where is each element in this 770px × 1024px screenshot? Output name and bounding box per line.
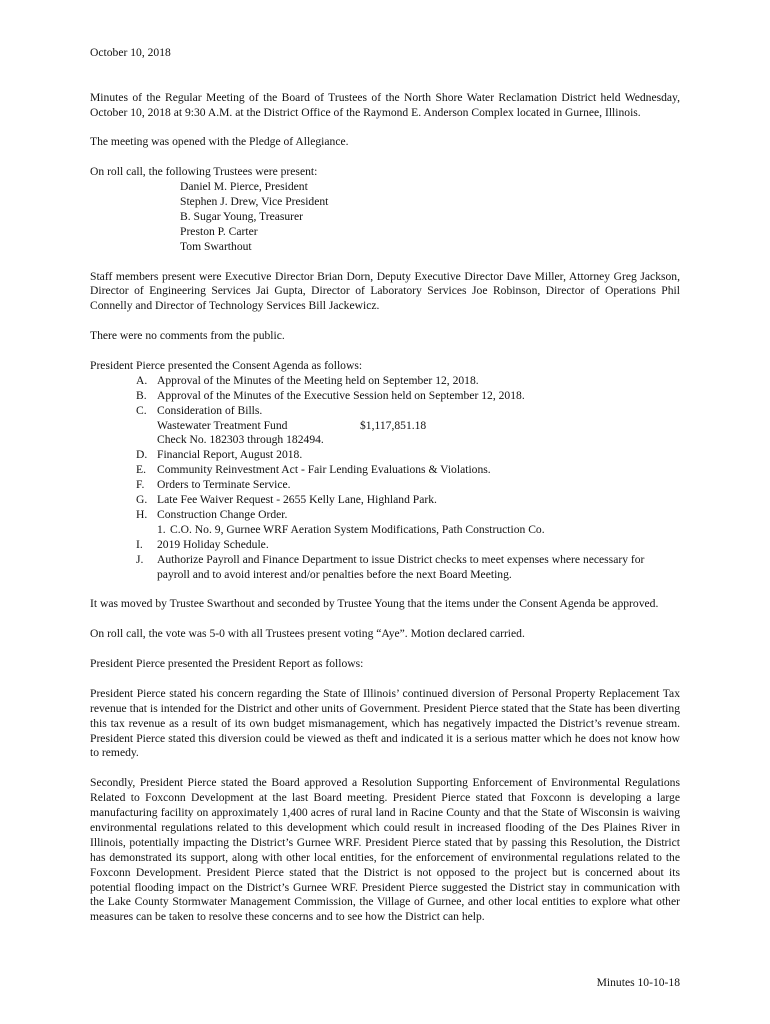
public-comments-paragraph: There were no comments from the public. [90,329,285,343]
agenda-letter: G. [136,493,148,507]
agenda-letter: B. [136,388,147,402]
agenda-letter: A. [136,373,148,387]
trustee-name: B. Sugar Young, Treasurer [180,209,304,223]
report-paragraph: President Pierce stated his concern regarding the State of Illinois’ continued diversion of Personal Property Replacement Tax revenue that is intended for the District and other units of Government. President Pierce stated that the State has been diverting this tax revenue as a result of its own budget mismanagement, which has negatively impacted the District’s revenue stream. President Pierce stated this diversion could be viewed as theft and indicated it is a serious matter which he does not know how to remedy. [90,686,680,760]
trustee-name: Tom Swarthout [180,239,252,253]
agenda-item [90,404,680,449]
agenda-letter: D. [136,448,148,462]
document-body [90,46,680,925]
staff-paragraph: Staff members present were Executive Director Brian Dorn, Deputy Executive Director Dave Miller, Attorney Greg Jackson, Director of Engineering Services Jai Gupta, Director of Laboratory Services Joe Robinson, Director of Operations Phil Connelly and Director of Technology Services Bill Jackewicz. [90,269,680,313]
vote-paragraph: On roll call, the vote was 5-0 with all Trustees present voting “Aye”. Motion declared carried. [90,627,525,641]
consent-agenda-intro: President Pierce presented the Consent Agenda as follows: [90,358,363,372]
agenda-letter: C. [136,403,147,417]
agenda-letter: F. [136,478,145,492]
subitem-text: C.O. No. 9, Gurnee WRF Aeration System Modifications, Path Construction Co. [170,522,545,536]
trustee-name: Stephen J. Drew, Vice President [180,195,329,209]
agenda-text: Consideration of Bills. [157,403,263,417]
agenda-text: Financial Report, August 2018. [157,448,303,462]
intro-paragraph: Minutes of the Regular Meeting of the Board of Trustees of the North Shore Water Reclamation District held Wednesday, October 10, 2018 at 9:30 A.M. at the District Office of the Raymond E. Anderson Complex located in Gurnee, Illinois. [90,90,680,119]
report-paragraph: Secondly, President Pierce stated the Board approved a Resolution Supporting Enforcement of Environmental Regulations Related to Foxconn Development at the last Board meeting. President Pierce stated that Foxconn is developing a large manufacturing facility on approximately 1,400 acres of rural land in Racine County and that the State of Wisconsin is waiving environmental regulations related to this development which could result in increased flooding of the Des Plaines River in Illinois, potentially impacting the District’s Gurnee WRF. President Pierce stated that by passing this Resolution, the District has demonstrated its support, along with other local entities, for the enforcement of environmental regulations related to the Foxconn Development. President Pierce stated that the District is not opposed to the project but is concerned about its potential flooding impact on the District’s Gurnee WRF. President Pierce suggested the District stay in communication with the Lake County Stormwater Management Commission, the Village of Gurnee, and other local entities to explore what other measures can be taken to resolve these concerns and to see how the District can help. [90,776,680,924]
agenda-item [90,538,680,553]
agenda-text: Late Fee Waiver Request - 2655 Kelly Lane, Highland Park. [157,493,437,507]
president-report-intro: President Pierce presented the President Report as follows: [90,657,364,671]
subitem-number: 1. [157,522,166,536]
motion-paragraph: It was moved by Trustee Swarthout and seconded by Trustee Young that the items under the Consent Agenda be approved. [90,597,659,611]
agenda-letter: H. [136,508,148,521]
agenda-text: Approval of the Minutes of the Meeting held on September 12, 2018. [157,373,479,387]
agenda-letter: J. [136,552,144,566]
agenda-letter: I. [136,537,143,551]
consent-agenda-section [90,359,680,583]
agenda-item [90,553,680,583]
fund-name: Wastewater Treatment Fund [157,418,288,432]
meeting-date: October 10, 2018 [90,46,171,59]
agenda-text: Construction Change Order. [157,508,288,521]
trustee-name: Daniel M. Pierce, President [180,180,308,194]
agenda-text: Orders to Terminate Service. [157,478,291,492]
agenda-item [90,448,680,463]
trustee-name: Preston P. Carter [180,224,258,238]
roll-call-intro: On roll call, the following Trustees were present: [90,165,318,179]
consent-agenda-list [90,374,680,583]
trustee-list [180,180,680,255]
agenda-item [90,463,680,478]
agenda-item [90,493,680,508]
agenda-item [90,508,680,538]
agenda-item [90,478,680,493]
agenda-text: 2019 Holiday Schedule. [157,537,269,551]
agenda-item [90,374,680,389]
roll-call-section [90,165,680,254]
agenda-text: Community Reinvestment Act - Fair Lending Evaluations & Violations. [157,463,491,477]
agenda-letter: E. [136,463,146,477]
agenda-item [90,389,680,404]
agenda-text: Authorize Payroll and Finance Department to issue District checks to meet expenses where necessary for payroll and to avoid interest and/or penalties before the next Board Meeting. [157,552,645,581]
check-range: Check No. 182303 through 182494. [157,433,324,447]
agenda-text: Approval of the Minutes of the Executive Session held on September 12, 2018. [157,388,525,402]
pledge-paragraph: The meeting was opened with the Pledge of Allegiance. [90,135,349,149]
fund-line [157,419,680,434]
page-footer: Minutes 10-10-18 [596,976,680,989]
agenda-subitem [157,523,680,538]
fund-amount: $1,117,851.18 [360,418,427,432]
